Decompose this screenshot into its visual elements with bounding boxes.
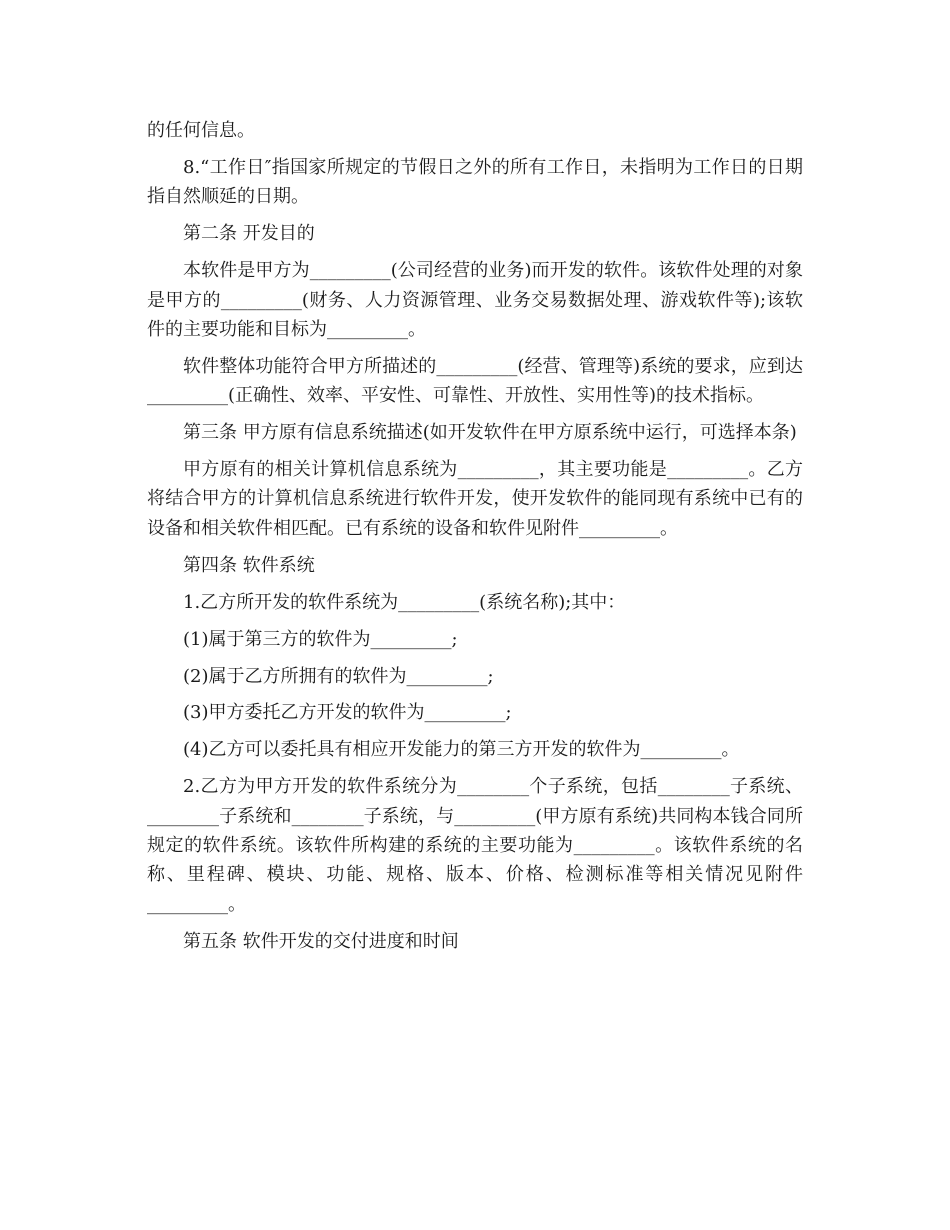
- article-5-heading: 第五条 软件开发的交付进度和时间: [183, 930, 459, 952]
- paragraph-subsystems: 2.乙方为甲方开发的软件系统分为________个子系统，包括________子系统、________子系统和________子系统，与_________(甲方原有系统)共同构本钱合同所规定的软件系统。该软件所构建的系统的主要功能为_________。该软件系统的名称、里程碑、模块、功能、规格、版本、价格、检测标准等相关情况见附件_________。: [147, 776, 803, 915]
- paragraph-existing-system: 甲方原有的相关计算机信息系统为_________，其主要功能是_________。乙方将结合甲方的计算机信息系统进行软件开发，使开发软件的能同现有系统中已有的设备和相关软件相匹配。已有系统的设备和软件见附件_________。: [147, 459, 803, 539]
- document-body: [147, 116, 803, 964]
- paragraph-purpose-software: 本软件是甲方为_________(公司经营的业务)而开发的软件。该软件处理的对象是甲方的_________(财务、人力资源管理、业务交易数据处理、游戏软件等);该软件的主要功能和目标为_________。: [147, 260, 803, 340]
- paragraph-definition-workday: 8.“工作日″指国家所规定的节假日之外的所有工作日，未指明为工作日的日期指自然顺延的日期。: [147, 156, 803, 208]
- paragraph-software-system: 1.乙方所开发的软件系统为_________(系统名称);其中：: [183, 591, 626, 613]
- article-3-heading: 第三条 甲方原有信息系统描述(如开发软件在甲方原系统中运行，可选择本条): [183, 422, 797, 444]
- list-item-third-party: (1)属于第三方的软件为_________;: [183, 628, 458, 650]
- list-item-subcontracted: (4)乙方可以委托具有相应开发能力的第三方开发的软件为_________。: [183, 739, 740, 761]
- article-2-heading: 第二条 开发目的: [183, 223, 315, 245]
- paragraph-continuation: 的任何信息。: [147, 120, 255, 141]
- article-4-heading: 第四条 软件系统: [183, 554, 315, 576]
- list-item-party-b-owned: (2)属于乙方所拥有的软件为_________;: [183, 665, 494, 687]
- paragraph-purpose-requirements: 软件整体功能符合甲方所描述的_________(经营、管理等)系统的要求，应到达_________(正确性、效率、平安性、可靠性、开放性、实用性等)的技术指标。: [147, 355, 803, 407]
- list-item-commissioned: (3)甲方委托乙方开发的软件为_________;: [183, 702, 512, 724]
